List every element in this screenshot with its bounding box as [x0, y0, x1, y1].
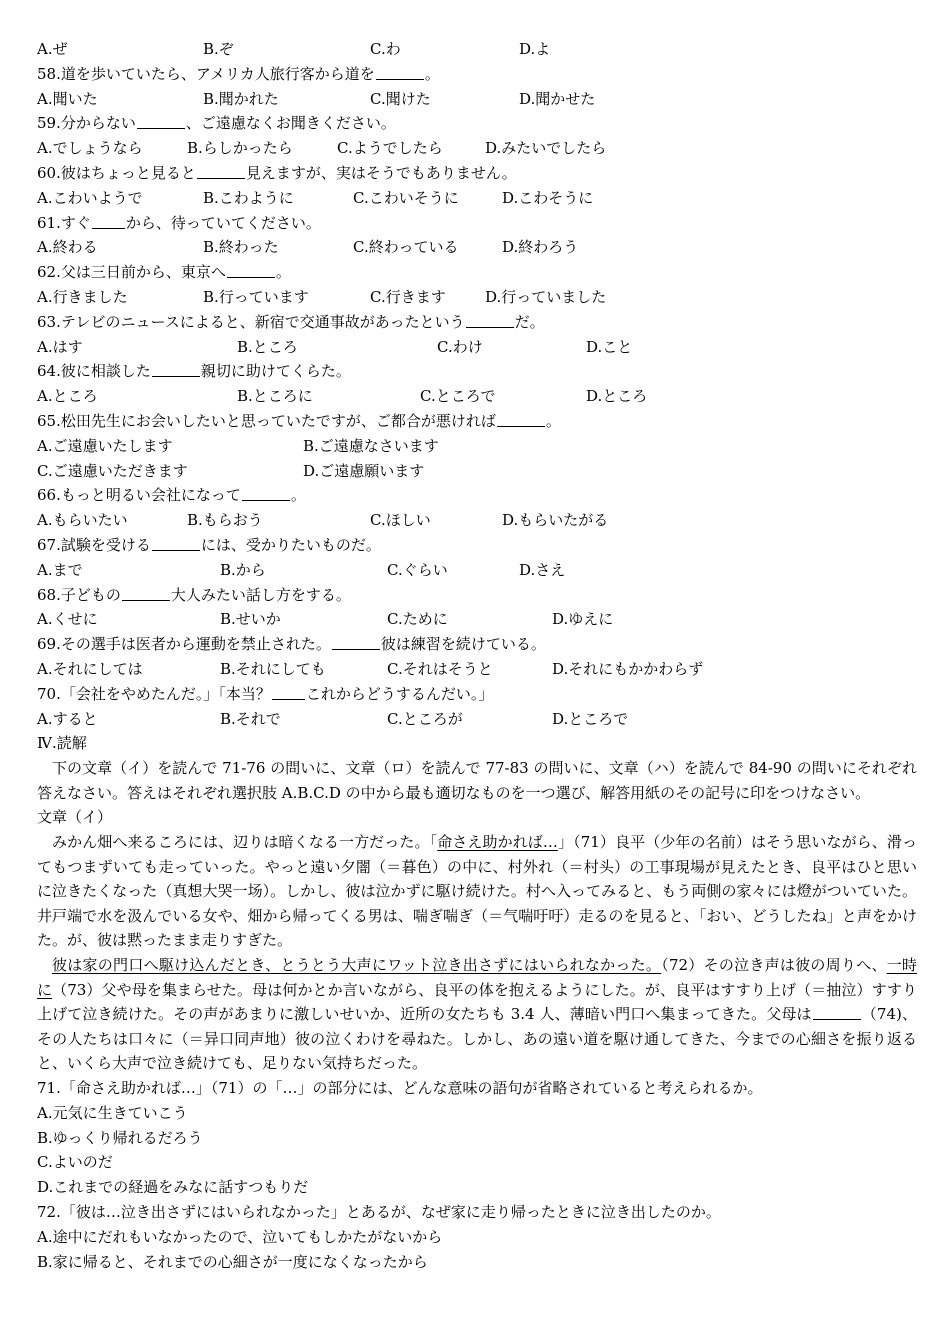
q64-options	[37, 384, 917, 409]
q57-option-d[interactable]: D.よ	[519, 40, 551, 58]
q70-text: 70.「会社をやめたんだ。」「本当？ これからどうするんだい。」	[37, 684, 494, 703]
q69-option-d[interactable]: D.それにもかかわらず	[552, 659, 704, 678]
q65-option-c[interactable]: C.ご遠慮いただきます	[37, 461, 188, 480]
q64-option-d[interactable]: D.ところ	[586, 387, 648, 406]
q58-option-b[interactable]: B.聞かれた	[203, 89, 279, 108]
answer-blank	[152, 534, 200, 551]
q58-text: 58.道を歩いていたら、アメリカ人旅行客から道を 。	[37, 64, 440, 83]
q62-option-b[interactable]: B.行っています	[203, 287, 309, 306]
answer-blank	[466, 311, 514, 328]
q60-option-c[interactable]: C.こわいそうに	[353, 188, 459, 207]
q59-options	[37, 136, 917, 161]
q65-options-ab	[37, 434, 917, 459]
q59-option-a[interactable]: A.でしょうなら	[37, 139, 143, 158]
q58-options	[37, 87, 917, 112]
q67-option-b[interactable]: B.から	[220, 560, 266, 579]
passage-paragraph-2: 彼は家の門口へ駆け込んだとき、とうとう大声にワット泣き出さずにはいられなかった。（72）その泣き声は彼の周りへ、一時に（73）父や母を集まらせた。母は何かとか言いながら、良平の体を抱えるようにした。が、良平はすすり上げ（＝抽泣）すすり上げて泣き続けた。その声があまりに激しいせいか、近所の女たちも 3.4 人、薄暗い門口へ集まってきた。父母は （74)、その人たちは口々に（＝异口同声地）彼の泣くわけを尋ねた。しかし、あの遠い道を駆け通してきた、今までの心細さを振り返ると、いくら大声で泣き続けても、足りない気持ちだった。	[37, 956, 917, 1073]
q66-text: 66.もっと明るい会社になって 。	[37, 486, 306, 505]
q61-option-b[interactable]: B.終わった	[203, 238, 279, 257]
q69-text: 69.その選手は医者から運動を禁止された。 彼は練習を続けている。	[37, 635, 546, 654]
q63-option-b[interactable]: B.ところ	[237, 337, 298, 356]
q57-options	[37, 37, 917, 62]
q71-option-b[interactable]: B.ゆっくり帰れるだろう	[37, 1128, 203, 1147]
q71-option-d[interactable]: D.これまでの経過をみなに話すつもりだ	[37, 1178, 309, 1197]
q57-option-b[interactable]: B.ぞ	[203, 40, 234, 58]
instructions: 下の文章（イ）を読んで 71-76 の問いに、文章（ロ）を読んで 77-83 の問いに、文章（ハ）を読んで 84-90 の問いにそれぞれ答えなさい。答えはそれぞれ選択肢 A.B.C.D の中から最も適切なものを一つ選び、解答用紙のその記号に印をつけなさい。	[37, 759, 917, 802]
passage-paragraph-1: みかん畑へ来るころには、辺りは暗くなる一方だった。「命さえ助かれば…」（71）良平（少年の名前）はそう思いながら、滑ってもつまずいても走っていった。やっと遠い夕闇（＝暮色）の中に、村外れ（＝村头）の工事現場が見えたとき、良平はひと思いに泣きたくなった（真想大哭一场）。しかし、彼は泣かずに駆け続けた。村へ入ってみると、もう両側の家々には燈がついていた。井戸端で水を汲んでいる女や、畑から帰ってくる男は、喘ぎ喘ぎ（＝气喘吁吁）走るのを見ると、「おい、どうしたね」と声をかけた。が、彼は黙ったまま走りすぎた。	[37, 833, 917, 950]
answer-blank	[197, 162, 245, 179]
q61-option-d[interactable]: D.終わろう	[502, 238, 579, 257]
q71-option-c[interactable]: C.よいのだ	[37, 1153, 113, 1172]
q59-text: 59.分からない 、ご遠慮なくお聞きください。	[37, 114, 396, 133]
q72-option-a[interactable]: A.途中にだれもいなかったので、泣いてもしかたがないから	[37, 1227, 443, 1246]
q65-option-d[interactable]: D.ご遠慮願います	[303, 461, 425, 480]
answer-blank	[152, 360, 200, 377]
q63-options	[37, 335, 917, 360]
passage-label: 文章（イ）	[37, 808, 113, 827]
q68-option-b[interactable]: B.せいか	[220, 610, 281, 629]
q67-options	[37, 558, 917, 583]
q66-options	[37, 508, 917, 533]
q71-text: 71.「命さえ助かれば…」（71）の「…」の部分には、どんな意味の語句が省略されていると考えられるか。	[37, 1079, 763, 1098]
q65-option-b[interactable]: B.ご遠慮なさいます	[303, 436, 439, 455]
q70-option-b[interactable]: B.それで	[220, 709, 281, 728]
answer-blank	[497, 410, 545, 427]
q61-options	[37, 235, 917, 260]
q59-option-c[interactable]: C.ようでしたら	[337, 139, 443, 158]
q65-option-a[interactable]: A.ご遠慮いたします	[37, 436, 173, 455]
q60-option-b[interactable]: B.こわように	[203, 188, 294, 207]
q57-option-c[interactable]: C.わ	[370, 40, 401, 58]
answer-blank	[92, 212, 125, 229]
q59-option-b[interactable]: B.らしかったら	[187, 139, 293, 158]
q62-text: 62.父は三日前から、東京へ 。	[37, 263, 291, 282]
answer-blank	[376, 63, 424, 80]
q69-option-c[interactable]: C.それはそうと	[387, 659, 493, 678]
q63-text: 63.テレビのニュースによると、新宿で交通事故があったという だ。	[37, 312, 545, 331]
q62-option-c[interactable]: C.行きます	[370, 287, 446, 306]
q61-text: 61.すぐ から、待っていてください。	[37, 213, 321, 232]
underlined-sentence-72: 彼は家の門口へ駆け込んだとき、とうとう大声にワット泣き出さずにはいられなかった。	[52, 956, 662, 975]
q57-option-a[interactable]: A.ぜ	[37, 40, 68, 58]
q70-options	[37, 707, 917, 732]
answer-blank	[227, 261, 275, 278]
q70-option-d[interactable]: D.ところで	[552, 709, 629, 728]
q66-option-b[interactable]: B.もらおう	[187, 511, 263, 530]
q61-option-c[interactable]: C.終わっている	[353, 238, 459, 257]
q67-option-a[interactable]: A.まで	[37, 560, 83, 579]
q69-option-a[interactable]: A.それにしては	[37, 659, 143, 678]
q71-option-a[interactable]: A.元気に生きていこう	[37, 1103, 188, 1122]
q58-option-d[interactable]: D.聞かせた	[519, 89, 596, 108]
q62-options	[37, 285, 917, 310]
q68-text: 68.子どもの 大人みたい話し方をする。	[37, 585, 351, 604]
q64-option-c[interactable]: C.ところで	[420, 387, 496, 406]
q68-options	[37, 607, 917, 632]
q72-option-b[interactable]: B.家に帰ると、それまでの心細さが一度になくなったから	[37, 1252, 428, 1271]
q60-option-a[interactable]: A.こわいようで	[37, 188, 143, 207]
section-title: Ⅳ.読解	[37, 734, 87, 753]
q68-option-a[interactable]: A.くせに	[37, 610, 98, 629]
q65-options-cd	[37, 459, 917, 484]
q68-option-d[interactable]: D.ゆえに	[552, 610, 614, 629]
q67-option-c[interactable]: C.ぐらい	[387, 560, 448, 579]
q63-option-a[interactable]: A.はす	[37, 337, 83, 356]
q58-option-a[interactable]: A.聞いた	[37, 89, 98, 108]
q64-option-a[interactable]: A.ところ	[37, 387, 98, 406]
q60-text: 60.彼はちょっと見ると 見えますが、実はそうでもありません。	[37, 163, 517, 182]
q63-option-d[interactable]: D.こと	[586, 337, 633, 356]
q62-option-d[interactable]: D.行っていました	[485, 287, 607, 306]
q66-option-c[interactable]: C.ほしい	[370, 511, 431, 530]
q58-option-c[interactable]: C.聞けた	[370, 89, 431, 108]
answer-blank	[272, 683, 305, 700]
q70-option-c[interactable]: C.ところが	[387, 709, 463, 728]
q70-option-a[interactable]: A.すると	[37, 709, 98, 728]
q60-option-d[interactable]: D.こわそうに	[502, 188, 594, 207]
q66-option-a[interactable]: A.もらいたい	[37, 511, 128, 530]
q63-option-c[interactable]: C.わけ	[437, 337, 483, 356]
q60-options	[37, 186, 917, 211]
q59-option-d[interactable]: D.みたいでしたら	[485, 139, 607, 158]
answer-blank	[242, 484, 290, 501]
answer-blank	[332, 633, 380, 650]
answer-blank	[122, 584, 170, 601]
q67-option-d[interactable]: D.さえ	[519, 560, 566, 579]
q64-option-b[interactable]: B.ところに	[237, 387, 313, 406]
q61-option-a[interactable]: A.終わる	[37, 238, 98, 257]
q72-text: 72.「彼は…泣き出さずにはいられなかった」とあるが、なぜ家に走り帰ったときに泣き出したのか。	[37, 1203, 721, 1222]
q68-option-c[interactable]: C.ために	[387, 610, 448, 629]
q67-text: 67.試験を受ける には、受かりたいものだ。	[37, 535, 381, 554]
q66-option-d[interactable]: D.もらいたがる	[502, 511, 609, 530]
q65-text: 65.松田先生にお会いしたいと思っていたですが、ご都合が悪ければ 。	[37, 411, 561, 430]
underlined-phrase-71: 命さえ助かれば…	[437, 833, 558, 852]
answer-blank	[137, 112, 185, 129]
q62-option-a[interactable]: A.行きました	[37, 287, 128, 306]
underlined-phrase-73: 一時に	[37, 956, 917, 999]
q69-option-b[interactable]: B.それにしても	[220, 659, 326, 678]
q69-options	[37, 657, 917, 682]
answer-blank-74	[813, 1003, 861, 1020]
q64-text: 64.彼に相談した 親切に助けてくらた。	[37, 362, 351, 381]
exam-page	[37, 37, 917, 1274]
